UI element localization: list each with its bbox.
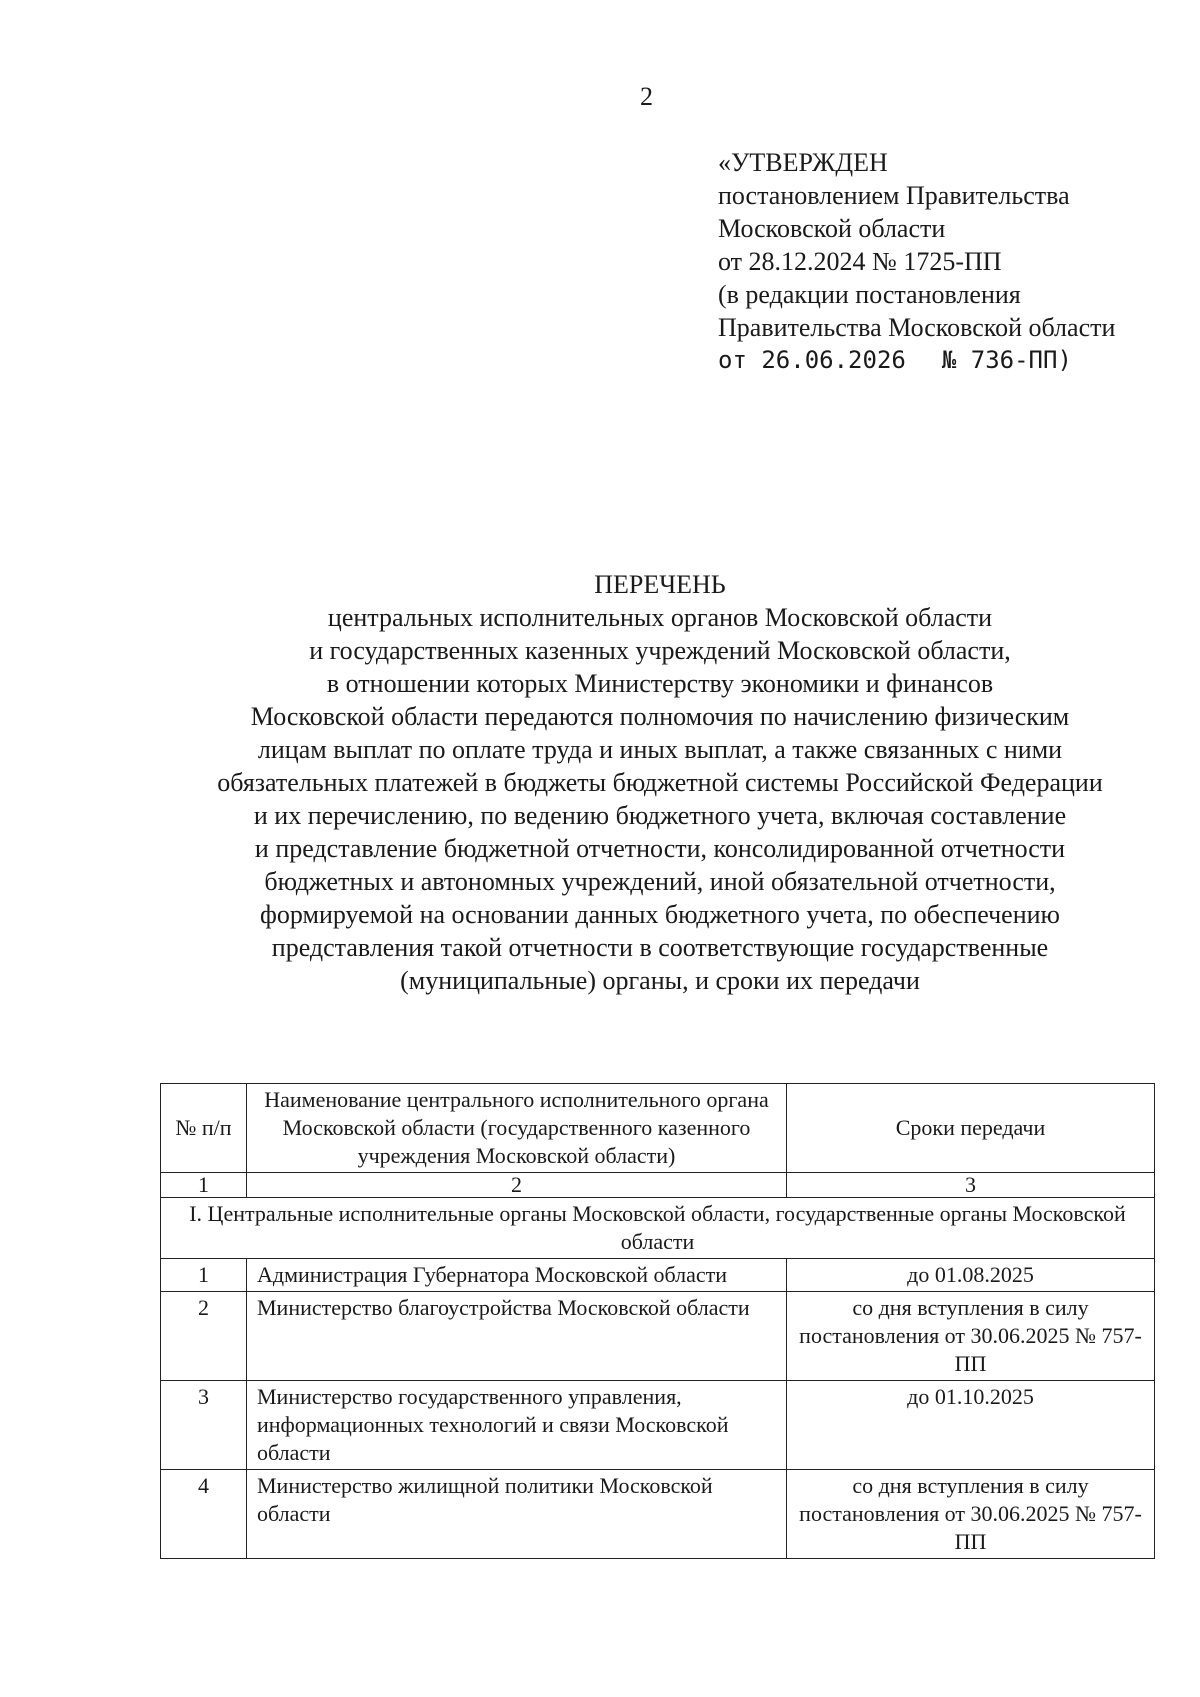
stamp-date: от 26.06.2026 <box>718 346 906 374</box>
stamp-number: № 736-ПП) <box>941 346 1072 374</box>
approval-stamp-line <box>718 344 1115 377</box>
title-line: представления такой отчетности в соответствующие государственные <box>271 933 1049 962</box>
document-title: ПЕРЕЧЕНЬ <box>594 570 726 599</box>
header-number: № п/п <box>161 1084 247 1173</box>
page-number: 2 <box>640 82 653 111</box>
header-term: Сроки передачи <box>787 1084 1155 1173</box>
approval-block <box>718 146 1115 377</box>
title-line: и государственных казенных учреждений Московской области, <box>309 636 1011 665</box>
title-line: центральных исполнительных органов Московской области <box>327 603 993 632</box>
title-line: (муниципальные) органы, и сроки их передачи <box>400 966 920 995</box>
table-row <box>161 1292 1155 1381</box>
row-name: Министерство государственного управления, информационных технологий и связи Московской области <box>247 1381 787 1470</box>
approval-line: постановлением Правительства <box>718 181 1070 210</box>
table-row <box>161 1381 1155 1470</box>
row-number: 2 <box>161 1292 247 1381</box>
title-line: лицам выплат по оплате труда и иных выплат, а также связанных с ними <box>257 735 1063 764</box>
title-line: бюджетных и автономных учреждений, иной обязательной отчетности, <box>264 867 1056 896</box>
section-heading: I. Центральные исполнительные органы Московской области, государственные органы Московской области <box>161 1198 1155 1259</box>
title-line: обязательных платежей в бюджеты бюджетной системы Российской Федерации <box>217 768 1103 797</box>
table-index-row <box>161 1173 1155 1198</box>
title-line: Московской области передаются полномочия по начислению физическим <box>250 702 1070 731</box>
row-number: 1 <box>161 1259 247 1292</box>
table-header-row <box>161 1084 1155 1173</box>
row-name: Администрация Губернатора Московской области <box>247 1259 787 1292</box>
index-cell: 2 <box>247 1173 787 1198</box>
index-cell: 3 <box>787 1173 1155 1198</box>
row-term: до 01.08.2025 <box>787 1259 1155 1292</box>
title-line: формируемой на основании данных бюджетного учета, по обеспечению <box>260 900 1060 929</box>
header-name: Наименование центрального исполнительного органа Московской области (государственного казенного учреждения Московской области) <box>247 1084 787 1173</box>
approval-line: «УТВЕРЖДЕН <box>718 148 888 177</box>
table-row <box>161 1470 1155 1559</box>
agencies-table <box>160 1083 1155 1559</box>
title-line: в отношении которых Министерству экономики и финансов <box>326 669 994 698</box>
title-line: и представление бюджетной отчетности, консолидированной отчетности <box>254 834 1066 863</box>
approval-line: от 28.12.2024 № 1725-ПП <box>718 247 1002 276</box>
index-cell: 1 <box>161 1173 247 1198</box>
table-row <box>161 1259 1155 1292</box>
row-term: со дня вступления в силу постановления от 30.06.2025 № 757-ПП <box>787 1470 1155 1559</box>
row-term: со дня вступления в силу постановления от 30.06.2025 № 757-ПП <box>787 1292 1155 1381</box>
row-name: Министерство благоустройства Московской области <box>247 1292 787 1381</box>
row-number: 3 <box>161 1381 247 1470</box>
agencies-table-wrapper <box>160 1083 1154 1559</box>
row-term: до 01.10.2025 <box>787 1381 1155 1470</box>
approval-line: Московской области <box>718 214 946 243</box>
approval-line: (в редакции постановления <box>718 280 1021 309</box>
table-section-row <box>161 1198 1155 1259</box>
document-title-block <box>120 568 1200 997</box>
approval-line: Правительства Московской области <box>718 313 1116 342</box>
title-line: и их перечислению, по ведению бюджетного учета, включая составление <box>253 801 1067 830</box>
row-name: Министерство жилищной политики Московской области <box>247 1470 787 1559</box>
row-number: 4 <box>161 1470 247 1559</box>
